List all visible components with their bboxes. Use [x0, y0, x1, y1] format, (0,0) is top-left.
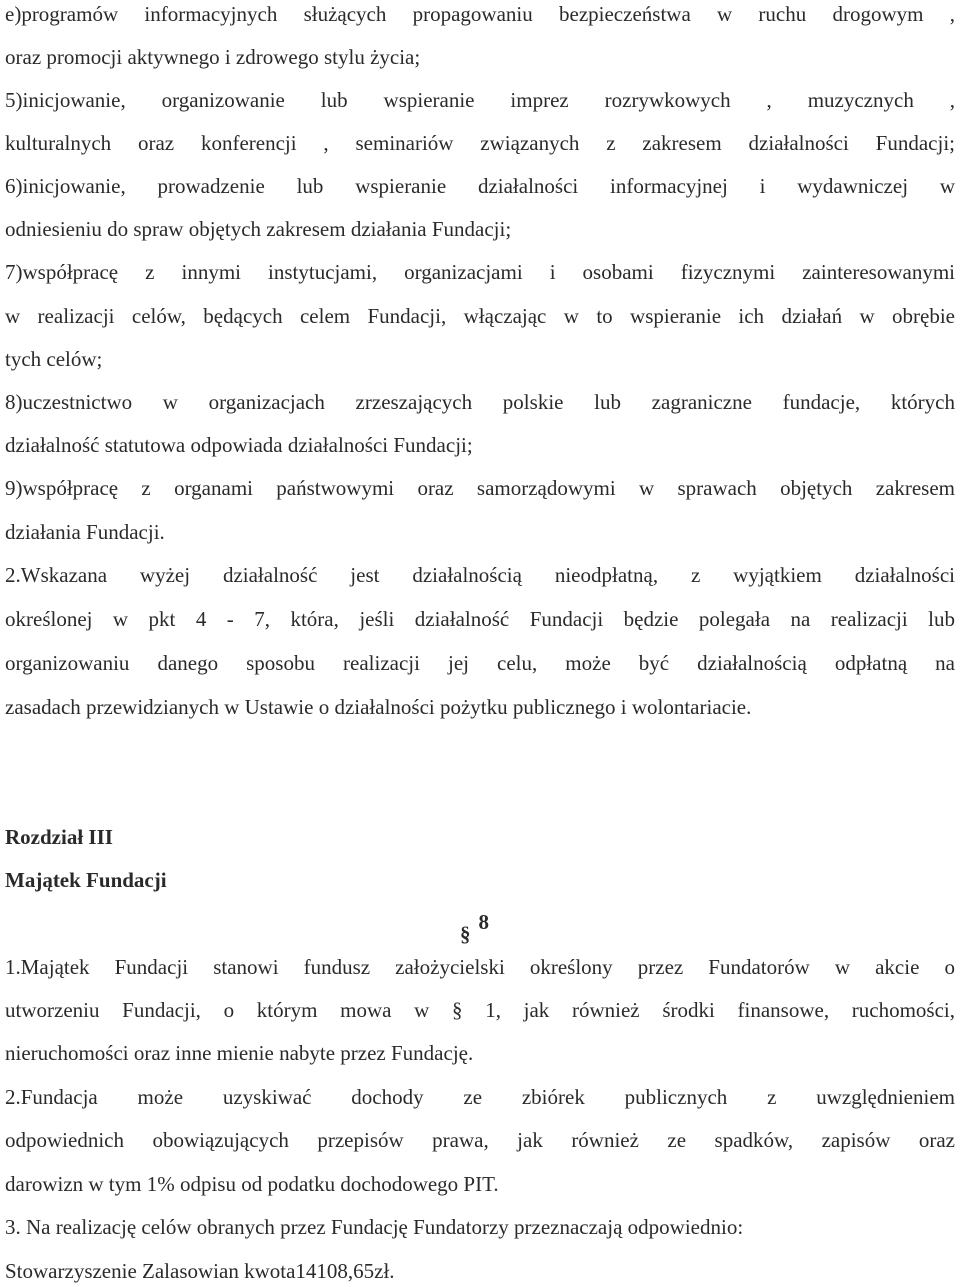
text-line: odniesieniu do spraw objętych zakresem działania Fundacji;: [5, 217, 512, 241]
text-line: działalność statutowa odpowiada działalności Fundacji;: [5, 433, 473, 457]
text-line: w realizacji celów, będących celem Fundacji, włączając w to wspieranie ich działań w obrębie: [5, 304, 955, 328]
text-line: 2.Wskazana wyżej działalność jest działalnością nieodpłatną, z wyjątkiem działalności: [5, 563, 955, 587]
text-line: zasadach przewidzianych w Ustawie o działalności pożytku publicznego i wolontariacie.: [5, 695, 752, 719]
text-line: oraz promocji aktywnego i zdrowego stylu życia;: [5, 45, 421, 69]
text-line: kulturalnych oraz konferencji , seminariów związanych z zakresem działalności Fundacji;: [5, 131, 955, 155]
text-line: 9)współpracę z organami państwowymi oraz samorządowymi w sprawach objętych zakresem: [5, 476, 955, 500]
text-line: 6)inicjowanie, prowadzenie lub wspieranie działalności informacyjnej i wydawniczej w: [5, 174, 955, 198]
text-line: 2.Fundacja może uzyskiwać dochody ze zbiórek publicznych z uwzględnieniem: [5, 1085, 955, 1109]
text-line: organizowaniu danego sposobu realizacji jej celu, może być działalnością odpłatną na: [5, 651, 955, 675]
text-line: darowizn w tym 1% odpisu od podatku dochodowego PIT.: [5, 1172, 499, 1196]
text-line: utworzeniu Fundacji, o którym mowa w § 1, jak również środki finansowe, ruchomości,: [5, 998, 955, 1022]
text-line: określonej w pkt 4 - 7, która, jeśli działalność Fundacji będzie polegała na realizacji lub: [5, 607, 955, 631]
text-line: Stowarzyszenie Zalasowian kwota14108,65zł.: [5, 1259, 395, 1283]
paragraph-number: 8: [478, 910, 489, 934]
text-line: 3. Na realizację celów obranych przez Fundację Fundatorzy przeznaczają odpowiednio:: [5, 1215, 744, 1239]
paragraph-marker: [460, 910, 489, 946]
chapter-subtitle: Majątek Fundacji: [5, 868, 167, 892]
text-line: e)programów informacyjnych służących propagowaniu bezpieczeństwa w ruchu drogowym ,: [5, 2, 955, 26]
text-line: 8)uczestnictwo w organizacjach zrzeszających polskie lub zagraniczne fundacje, których: [5, 390, 955, 414]
section-symbol: §: [460, 922, 471, 946]
chapter-title: Rozdział III: [5, 825, 113, 849]
text-line: 1.Majątek Fundacji stanowi fundusz założycielski określony przez Fundatorów w akcie o: [5, 955, 955, 979]
text-line: 5)inicjowanie, organizowanie lub wspieranie imprez rozrywkowych , muzycznych ,: [5, 88, 955, 112]
text-line: tych celów;: [5, 347, 103, 371]
text-line: 7)współpracę z innymi instytucjami, organizacjami i osobami fizycznymi zainteresowanymi: [5, 260, 955, 284]
text-line: nieruchomości oraz inne mienie nabyte przez Fundację.: [5, 1041, 474, 1065]
text-line: odpowiednich obowiązujących przepisów prawa, jak również ze spadków, zapisów oraz: [5, 1128, 955, 1152]
text-line: działania Fundacji.: [5, 520, 165, 544]
